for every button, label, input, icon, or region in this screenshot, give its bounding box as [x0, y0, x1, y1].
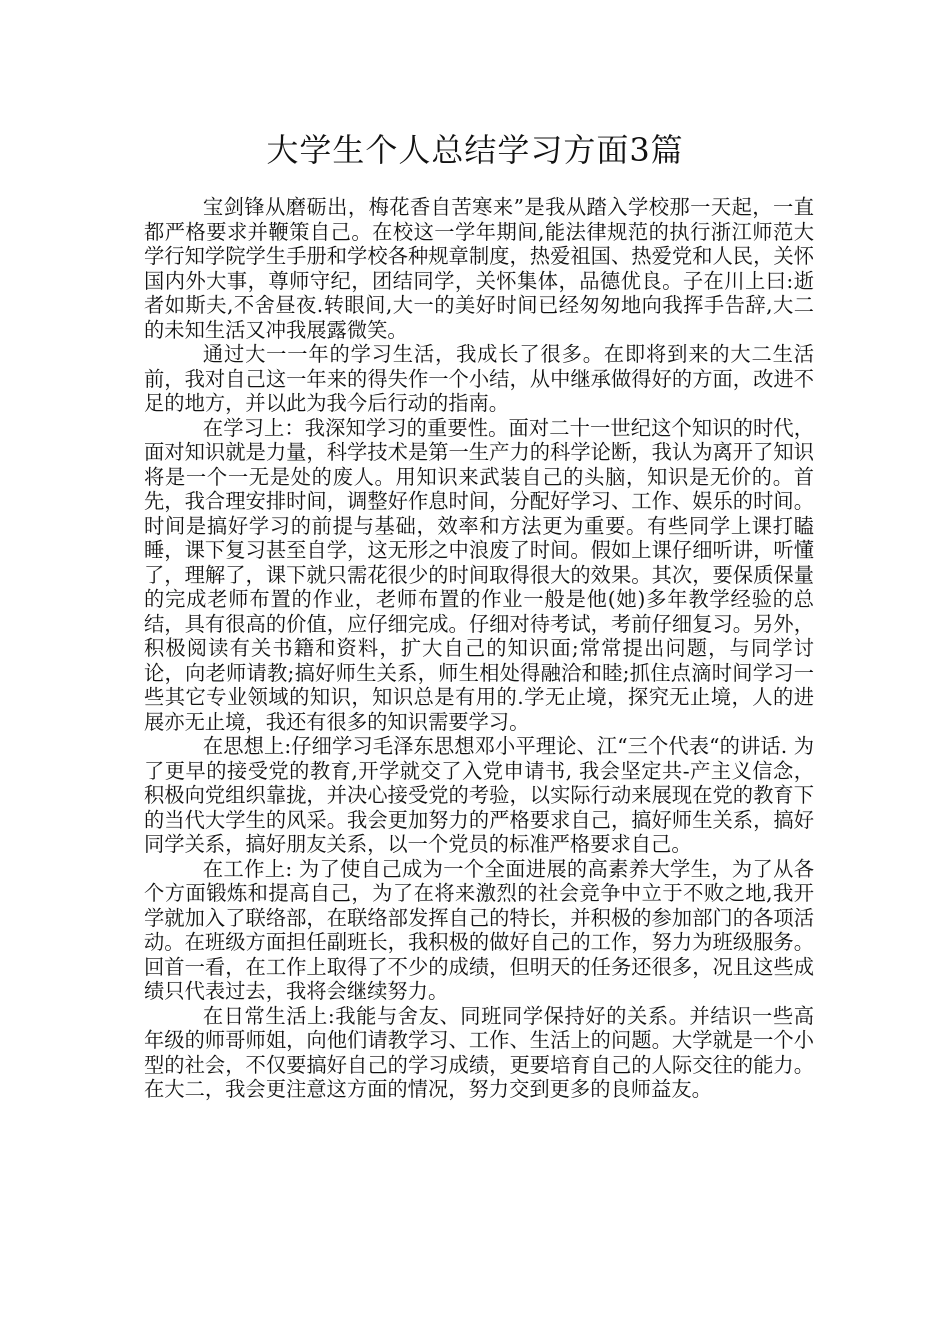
document-body	[144, 195, 814, 1102]
paragraph-thought: 在思想上:仔细学习毛泽东思想邓小平理论、江“三个代表“的讲话. 为了更早的接受党的教育,开学就交了入党申请书, 我会坚定共-产主义信念，积极向党组织靠拢，并决心接受党的考验，以实际行动来展现在党的教育下的当代大学生的风采。我会更加努力的严格要求自己，搞好师生关系，搞好同学关系，搞好朋友关系，以一个党员的标准严格要求自己。	[144, 734, 814, 856]
paragraph-study: 在学习上：我深知学习的重要性。面对二十一世纪这个知识的时代，面对知识就是力量，科学技术是第一生产力的科学论断，我认为离开了知识将是一个一无是处的废人。用知识来武装自己的头脑，知识是无价的。首先，我合理安排时间，调整好作息时间，分配好学习、工作、娱乐的时间。时间是搞好学习的前提与基础，效率和方法更为重要。有些同学上课打瞌睡，课下复习甚至自学，这无形之中浪废了时间。假如上课仔细听讲，听懂了，理解了，课下就只需花很少的时间取得很大的效果。其次，要保质保量的完成老师布置的作业，老师布置的作业一般是他(她)多年教学经验的总结，具有很高的价值，应仔细完成。仔细对待考试，考前仔细复习。另外，积极阅读有关书籍和资料，扩大自己的知识面;常常提出问题，与同学讨论，向老师请教;搞好师生关系，师生相处得融洽和睦;抓住点滴时间学习一些其它专业领域的知识，知识总是有用的.学无止境，探究无止境，人的进展亦无止境，我还有很多的知识需要学习。	[144, 415, 814, 734]
paragraph-daily-life: 在日常生活上:我能与舍友、同班同学保持好的关系。并结识一些高年级的师哥师姐，向他们请教学习、工作、生活上的问题。大学就是一个小型的社会，不仅要搞好自己的学习成绩，更要培育自己的人际交往的能力。在大二，我会更注意这方面的情况，努力交到更多的良师益友。	[144, 1003, 814, 1101]
paragraph-summary: 通过大一一年的学习生活，我成长了很多。在即将到来的大二生活前，我对自己这一年来的得失作一个小结，从中继承做得好的方面，改进不足的地方，并以此为我今后行动的指南。	[144, 342, 814, 415]
paragraph-work: 在工作上: 为了使自己成为一个全面进展的高素养大学生，为了从各个方面锻炼和提高自己，为了在将来激烈的社会竞争中立于不败之地,我开学就加入了联络部，在联络部发挥自己的特长，并积极的参加部门的各项活动。在班级方面担任副班长，我积极的做好自己的工作，努力为班级服务。回首一看，在工作上取得了不少的成绩，但明天的任务还很多，况且这些成绩只代表过去，我将会继续努力。	[144, 856, 814, 1003]
document-title: 大学生个人总结学习方面3篇	[266, 131, 684, 169]
paragraph-intro: 宝剑锋从磨砺出，梅花香自苦寒来”是我从踏入学校那一天起，一直都严格要求并鞭策自己。在校这一学年期间,能法律规范的执行浙江师范大学行知学院学生手册和学校各种规章制度，热爱祖国、热爱党和人民，关怀国内外大事，尊师守纪，团结同学，关怀集体，品德优良。子在川上曰:逝者如斯夫,不舍昼夜.转眼间,大一的美好时间已经匆匆地向我挥手告辞,大二的未知生活又冲我展露微笑。	[144, 195, 814, 342]
